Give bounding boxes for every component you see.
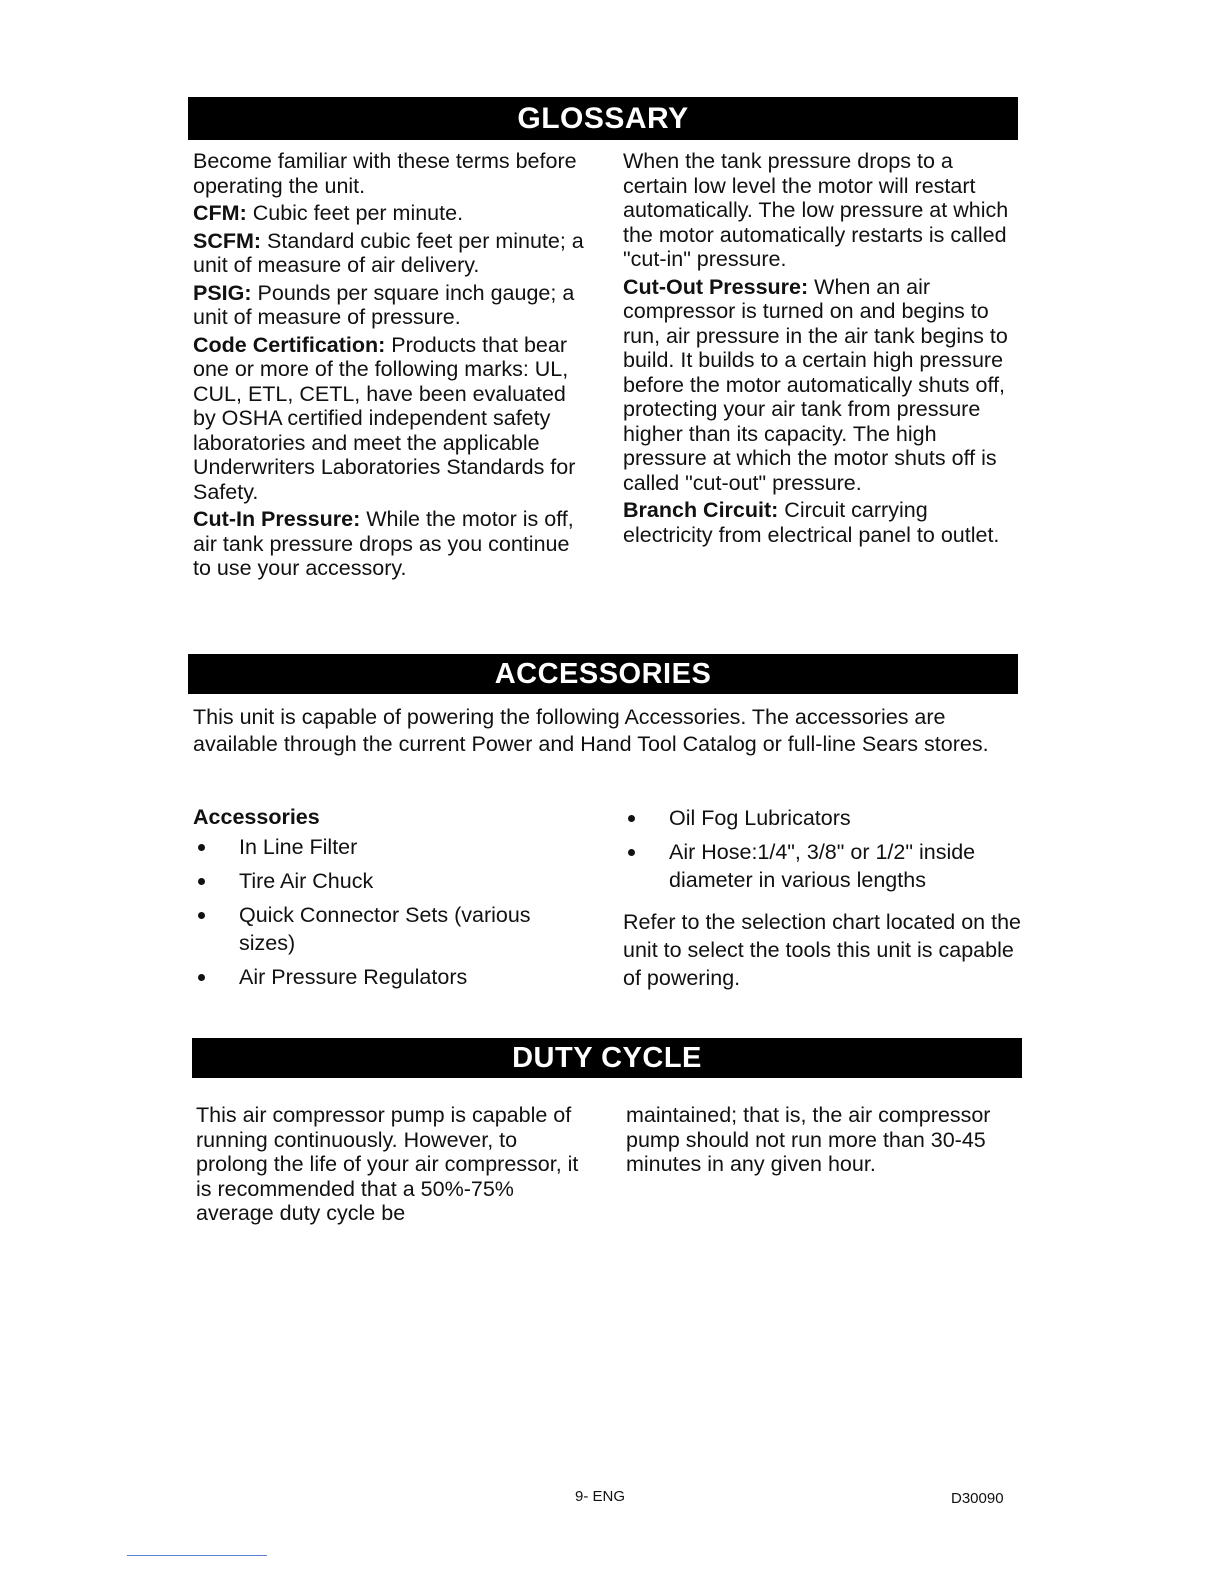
term-code-label: Code Certification: bbox=[193, 332, 386, 357]
duty-cycle-left-text: This air compressor pump is capable of running continuously. However, to prolong the life of your air compressor, it is recommended that a 50%-75% average duty cycle be bbox=[196, 1103, 579, 1225]
term-branch-circuit bbox=[623, 498, 1018, 547]
list-item bbox=[623, 804, 1023, 832]
accessories-left-list bbox=[193, 833, 593, 991]
term-psig-definition: Pounds per square inch gauge; a unit of measure of pressure. bbox=[193, 280, 575, 329]
list-item-text: Air Hose:1/4", 3/8" or 1/2" inside diameter in various lengths bbox=[669, 840, 976, 892]
term-cut-in-pressure bbox=[193, 507, 588, 581]
list-item-text: Quick Connector Sets (various sizes) bbox=[239, 903, 531, 955]
accessories-list-heading: Accessories bbox=[193, 805, 320, 829]
list-item bbox=[623, 838, 1023, 894]
accessories-left-column bbox=[193, 804, 593, 997]
list-item bbox=[193, 901, 593, 957]
term-scfm-definition: Standard cubic feet per minute; a unit of measure of air delivery. bbox=[193, 228, 584, 277]
list-item-text: Air Pressure Regulators bbox=[239, 965, 468, 989]
bullet-icon bbox=[198, 844, 205, 851]
term-branch-definition: Circuit carrying electricity from electrical panel to outlet. bbox=[623, 498, 1000, 547]
footer-divider bbox=[127, 1555, 267, 1556]
bullet-icon bbox=[198, 878, 205, 885]
glossary-left-column bbox=[193, 149, 588, 584]
term-cfm-definition: Cubic feet per minute. bbox=[246, 201, 464, 225]
list-item bbox=[193, 833, 593, 861]
list-item-text: Oil Fog Lubricators bbox=[669, 806, 851, 830]
glossary-banner bbox=[188, 97, 1018, 140]
accessories-intro: This unit is capable of powering the following Accessories. The accessories are available through the current Power and Hand Tool Catalog or full-line Sears stores. bbox=[193, 705, 989, 756]
term-branch-label: Branch Circuit: bbox=[623, 498, 779, 522]
term-cfm bbox=[193, 201, 588, 226]
accessories-title: ACCESSORIES bbox=[494, 658, 712, 690]
term-code-definition: Products that bear one or more of the following marks: UL, CUL, ETL, CETL, have been evaluated by OSHA certified independent safety laboratories and meet the applicable Underwriters Laboratories Standards for Safety. bbox=[193, 332, 576, 504]
accessories-banner bbox=[188, 654, 1018, 694]
document-code: D30090 bbox=[951, 1490, 1004, 1507]
list-item-text: Tire Air Chuck bbox=[239, 869, 374, 893]
page-number: 9- ENG bbox=[575, 1488, 626, 1505]
duty-cycle-right-text: maintained; that is, the air compressor pump should not run more than 30-45 minutes in any given hour. bbox=[626, 1103, 991, 1176]
accessories-note: Refer to the selection chart located on the unit to select the tools this unit is capable of powering. bbox=[623, 910, 1021, 990]
term-psig-label: PSIG: bbox=[193, 280, 252, 305]
duty-cycle-left-column bbox=[196, 1103, 591, 1229]
bullet-icon bbox=[628, 815, 635, 822]
accessories-right-list bbox=[623, 804, 1023, 894]
glossary-intro: Become familiar with these terms before operating the unit. bbox=[193, 149, 577, 198]
term-psig bbox=[193, 281, 588, 330]
term-cutin-label: Cut-In Pressure: bbox=[193, 507, 361, 531]
term-cut-in-continued: When the tank pressure drops to a certain low level the motor will restart automatically. The low pressure at which the motor automatically restarts is called "cut-in" pressure. bbox=[623, 149, 1009, 271]
duty-cycle-title: DUTY CYCLE bbox=[512, 1042, 702, 1074]
term-scfm bbox=[193, 229, 588, 278]
duty-cycle-right-column bbox=[626, 1103, 1026, 1180]
list-item bbox=[193, 963, 593, 991]
bullet-icon bbox=[198, 912, 205, 919]
term-scfm-label: SCFM: bbox=[193, 228, 262, 253]
term-cut-out-pressure bbox=[623, 275, 1018, 496]
term-code-certification bbox=[193, 333, 588, 505]
list-item bbox=[193, 867, 593, 895]
term-cutin-definition: While the motor is off, air tank pressure drops as you continue to use your accessory. bbox=[193, 507, 574, 580]
duty-cycle-banner bbox=[192, 1038, 1022, 1078]
term-cfm-label: CFM: bbox=[193, 201, 247, 225]
term-cutout-definition: When an air compressor is turned on and begins to run, air pressure in the air tank begins to build. It builds to a certain high pressure before the motor automatically shuts off, protecting your air tank from pressure higher than its capacity. The high pressure at which the motor shuts off is called "cut-out" pressure. bbox=[623, 274, 1008, 495]
bullet-icon bbox=[198, 974, 205, 981]
accessories-right-column bbox=[623, 804, 1023, 995]
bullet-icon bbox=[628, 849, 635, 856]
list-item-text: In Line Filter bbox=[239, 835, 358, 859]
term-cutout-label: Cut-Out Pressure: bbox=[623, 274, 809, 299]
glossary-title: GLOSSARY bbox=[517, 102, 689, 135]
glossary-right-column bbox=[623, 149, 1018, 550]
